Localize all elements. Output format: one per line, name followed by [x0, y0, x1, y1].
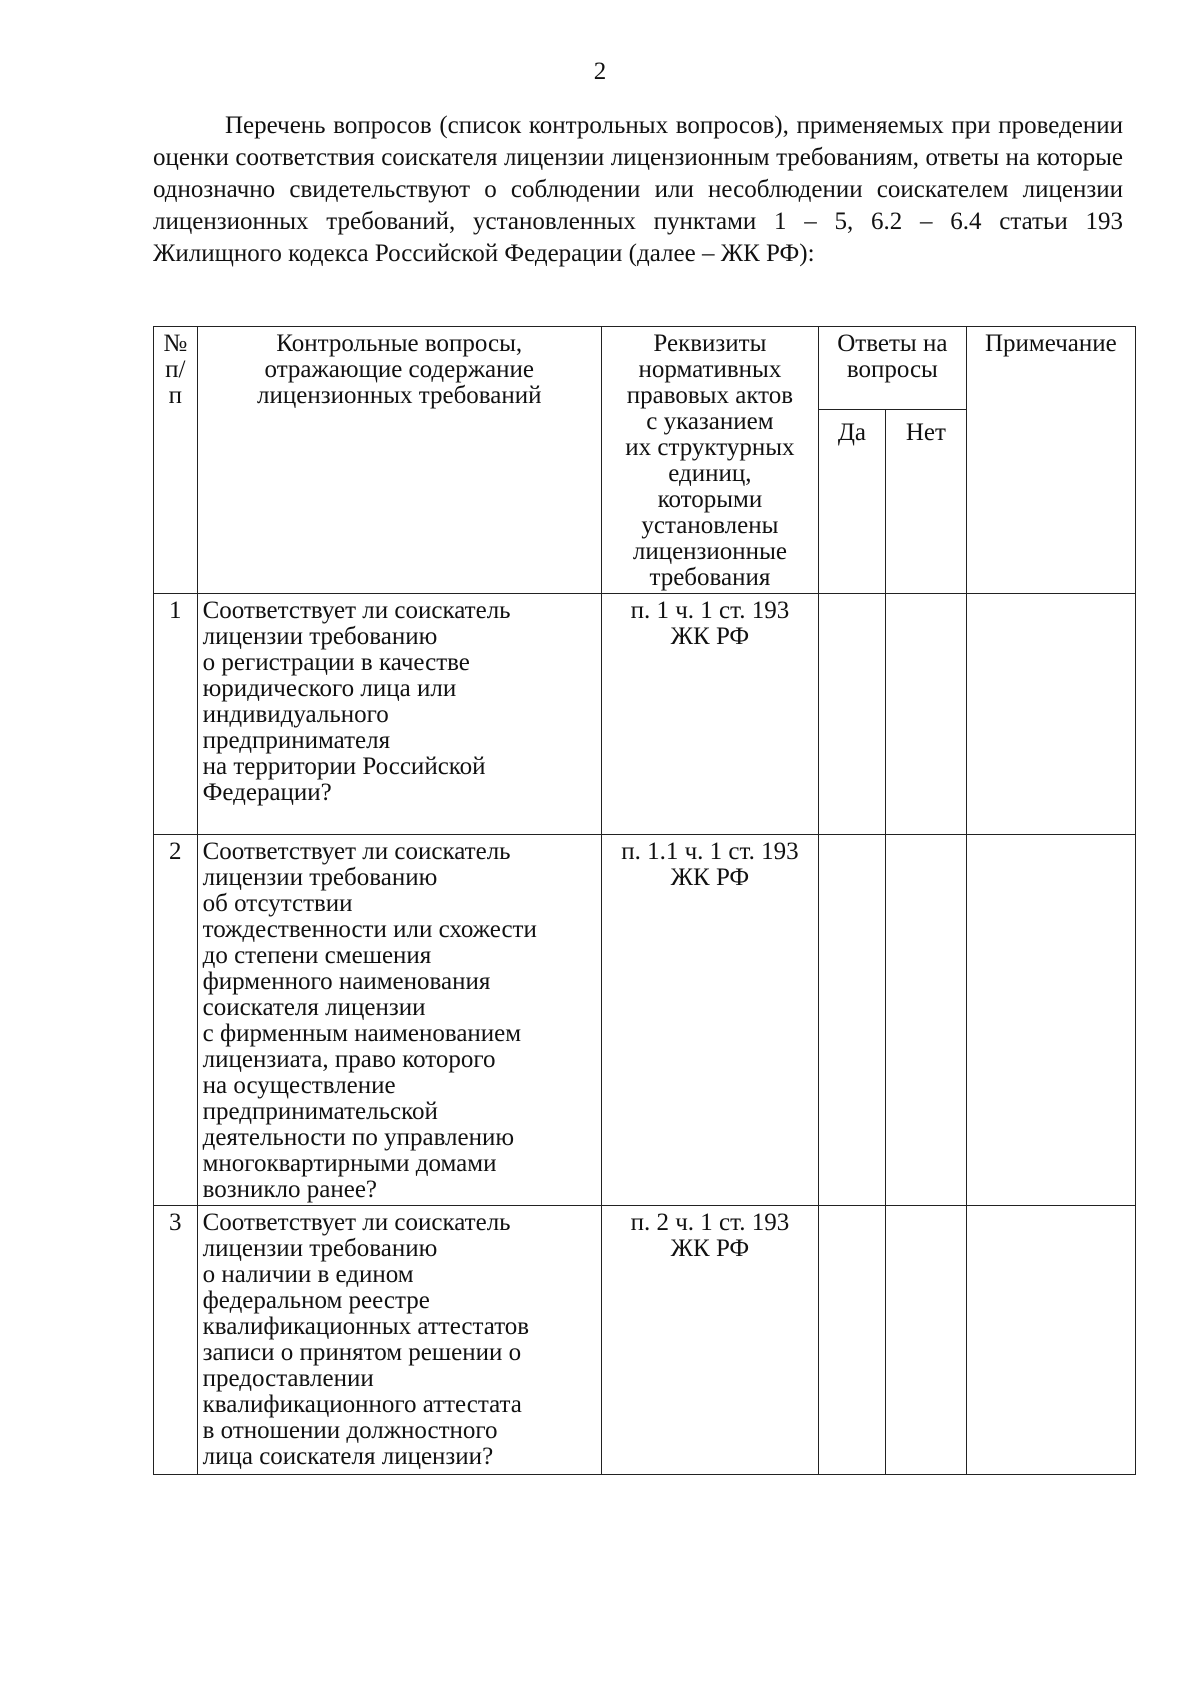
checklist-table: [153, 326, 1136, 1475]
header-answers: Ответы на вопросы: [818, 327, 966, 410]
row-answer-yes[interactable]: [818, 594, 885, 835]
row-answer-no[interactable]: [885, 1206, 966, 1475]
row-ref: п. 1 ч. 1 ст. 193 ЖК РФ: [601, 594, 818, 835]
row-number: 1: [154, 594, 198, 835]
row-answer-yes[interactable]: [818, 1206, 885, 1475]
row-question: Соответствует ли соискатель лицензии требованию об отсутствии тождественности или схожести до степени смешения фирменного наименования соискателя лицензии с фирменным наименованием лицензиата, право которого на осуществление предпринимательской деятельности по управлению многоквартирными домами возникло ранее?: [197, 835, 601, 1206]
row-number: 2: [154, 835, 198, 1206]
header-number: № п/п: [154, 327, 198, 594]
row-number: 3: [154, 1206, 198, 1475]
table-row: [154, 835, 1136, 1206]
row-answer-yes[interactable]: [818, 835, 885, 1206]
table-row: [154, 594, 1136, 835]
row-answer-no[interactable]: [885, 594, 966, 835]
row-note[interactable]: [966, 835, 1135, 1206]
table-header-row: [154, 327, 1136, 410]
row-ref: п. 1.1 ч. 1 ст. 193 ЖК РФ: [601, 835, 818, 1206]
row-question: Соответствует ли соискатель лицензии требованию о наличии в едином федеральном реестре квалификационных аттестатов записи о принятом решении о предоставлении квалификационного аттестата в отношении должностного лица соискателя лицензии?: [197, 1206, 601, 1475]
intro-paragraph: Перечень вопросов (список контрольных вопросов), применяемых при проведении оценки соответствия соискателя лицензии лицензионным требованиям, ответы на которые однозначно свидетельствуют о соблюдении или несоблюдении соискателем лицензии лицензионных требований, установленных пунктами 1 – 5, 6.2 – 6.4 статьи 193 Жилищного кодекса Российской Федерации (далее – ЖК РФ):: [153, 112, 1123, 267]
header-note: Примечание: [966, 327, 1135, 594]
row-answer-no[interactable]: [885, 835, 966, 1206]
row-question: Соответствует ли соискатель лицензии требованию о регистрации в качестве юридического лица или индивидуального предпринимателя на территории Российской Федерации?: [197, 594, 601, 835]
header-refs: Реквизиты нормативных правовых актов с указанием их структурных единиц, которыми установлены лицензионные требования: [601, 327, 818, 594]
page-number: 2: [593, 58, 607, 85]
row-note[interactable]: [966, 594, 1135, 835]
row-ref: п. 2 ч. 1 ст. 193 ЖК РФ: [601, 1206, 818, 1475]
header-questions: Контрольные вопросы, отражающие содержание лицензионных требований: [197, 327, 601, 594]
header-yes: Да: [818, 410, 885, 594]
header-no: Нет: [885, 410, 966, 594]
table-row: [154, 1206, 1136, 1475]
row-note[interactable]: [966, 1206, 1135, 1475]
